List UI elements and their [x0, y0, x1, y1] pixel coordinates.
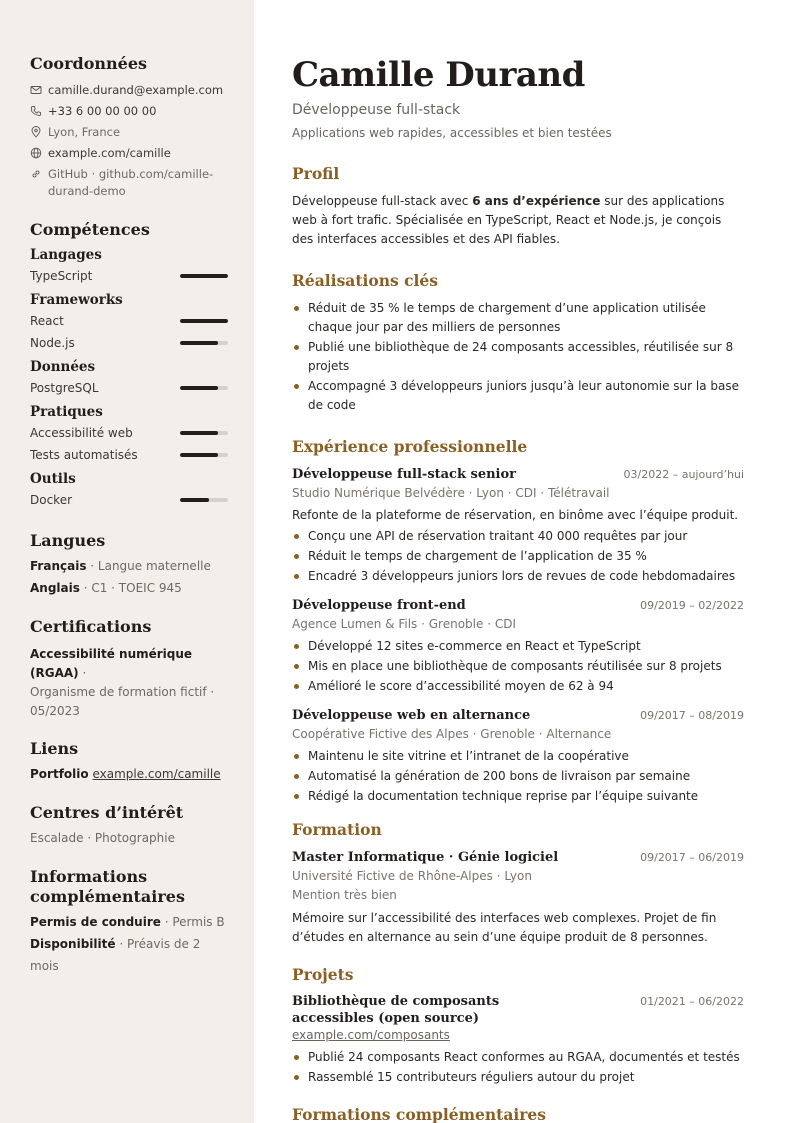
- skill-row: [30, 332, 228, 354]
- skill-level-fill: [180, 498, 209, 502]
- projects-heading: Projets: [292, 965, 354, 984]
- skill-level-bar: [180, 319, 228, 323]
- job-entry: [292, 465, 744, 586]
- additional-info-item: [30, 911, 228, 933]
- education-heading: Formation: [292, 820, 382, 839]
- person-name: Camille Durand: [292, 55, 585, 95]
- skill-category: Frameworks: [30, 292, 123, 308]
- globe-icon: [30, 147, 42, 159]
- contact-section: [30, 54, 228, 200]
- list-item: Accompagné 3 développeurs juniors jusqu’à leur autonomie sur la base de code: [292, 377, 744, 415]
- list-item: Publié 24 composants React conformes au RGAA, documentés et testés: [292, 1048, 744, 1067]
- job-org: Studio Numérique Belvédère · Lyon · CDI · Télétravail: [292, 486, 610, 500]
- location-row: [30, 124, 228, 141]
- language-name: Anglais: [30, 581, 80, 595]
- portfolio-link[interactable]: example.com/camille: [92, 767, 221, 781]
- location-text: Lyon, France: [48, 125, 121, 139]
- job-entry: [292, 706, 744, 806]
- skill-category: Outils: [30, 471, 76, 487]
- job-entry: [292, 596, 744, 696]
- profile-section: [292, 164, 744, 249]
- skills-heading: Compétences: [30, 220, 150, 239]
- skill-level-bar: [180, 386, 228, 390]
- experience-section: [292, 437, 744, 806]
- skill-label: Accessibilité web: [30, 426, 133, 440]
- links-heading: Liens: [30, 739, 79, 758]
- achievements-section: [292, 271, 744, 415]
- additional-info-item: [30, 933, 228, 977]
- job-bullets: [292, 747, 744, 806]
- certification-org: Organisme de formation fictif ·: [30, 685, 215, 699]
- project-bullets: [292, 1048, 744, 1087]
- resume-header: [292, 56, 744, 142]
- job-org: Agence Lumen & Fils · Grenoble · CDI: [292, 617, 516, 631]
- education-header: [292, 848, 744, 867]
- additional-info-value: · Permis B: [160, 915, 225, 929]
- profile-text-part: Développeuse full-stack avec: [292, 194, 473, 208]
- projects-section: [292, 965, 744, 1087]
- school-name: Université Fictive de Rhône-Alpes · Lyon: [292, 869, 532, 883]
- github-row[interactable]: [30, 166, 228, 200]
- skills-section: [30, 220, 228, 511]
- job-bullets: [292, 527, 744, 586]
- education-date: 09/2017 – 06/2019: [640, 851, 744, 864]
- skill-category: Données: [30, 359, 96, 375]
- skill-label: PostgreSQL: [30, 381, 99, 395]
- achievements-heading: Réalisations clés: [292, 271, 439, 290]
- job-date: 03/2022 – aujourd’hui: [623, 468, 744, 481]
- skills-list: [30, 246, 228, 511]
- portfolio-label: Portfolio: [30, 767, 89, 781]
- map-pin-icon: [30, 126, 42, 138]
- profile-text-part: sur des applications web à fort trafic. Spécialisée en TypeScript, React et Node.js, je conçois des interfaces accessibles et des API fiables.: [292, 194, 725, 246]
- list-item: Mis en place une bibliothèque de composants réutilisée sur 8 projets: [292, 657, 744, 676]
- additional-info-label: Permis de conduire: [30, 915, 161, 929]
- skill-label: React: [30, 314, 64, 328]
- achievements-list: [292, 299, 744, 415]
- experience-heading: Expérience professionnelle: [292, 437, 528, 456]
- skill-level-fill: [180, 274, 228, 278]
- main-content: [254, 0, 794, 1123]
- skill-row: [30, 444, 228, 466]
- skill-group: [30, 358, 228, 399]
- certifications-heading: Certifications: [30, 617, 152, 636]
- links-section: [30, 739, 228, 785]
- skill-level-fill: [180, 319, 228, 323]
- education-description: Mémoire sur l’accessibilité des interfaces web complexes. Projet de fin d’études en alternance au sein d’une équipe produit de 8 personnes.: [292, 911, 717, 944]
- email-row[interactable]: [30, 82, 228, 99]
- skill-level-bar: [180, 341, 228, 345]
- skill-level-bar: [180, 498, 228, 502]
- mail-icon: [30, 84, 42, 96]
- language-detail: · C1 · TOEIC 945: [79, 581, 182, 595]
- education-honors: Mention très bien: [292, 888, 397, 902]
- additional-info-section: [30, 867, 228, 977]
- project-link[interactable]: example.com/composants: [292, 1028, 450, 1042]
- project-header: [292, 993, 744, 1027]
- list-item: Conçu une API de réservation traitant 40 000 requêtes par jour: [292, 527, 744, 546]
- certification-sep: ·: [78, 666, 87, 680]
- language-item: [30, 577, 228, 599]
- skill-level-fill: [180, 431, 218, 435]
- list-item: Réduit de 35 % le temps de chargement d’une application utilisée chaque jour par des milliers de personnes: [292, 299, 744, 337]
- certifications-section: [30, 617, 228, 721]
- language-name: Français: [30, 559, 87, 573]
- additional-info-heading-line-1: Informations: [30, 867, 148, 886]
- profile-text-bold: 6 ans d’expérience: [472, 194, 601, 208]
- contact-heading: Coordonnées: [30, 54, 147, 73]
- project-title-line-2: accessibles (open source): [292, 1011, 480, 1026]
- languages-section: [30, 531, 228, 599]
- education-section: [292, 820, 744, 947]
- skill-label: Tests automatisés: [30, 448, 138, 462]
- job-header: [292, 596, 744, 615]
- portfolio-link-row: [30, 763, 228, 785]
- skill-level-fill: [180, 453, 218, 457]
- list-item: Rédigé la documentation technique reprise par l’équipe suivante: [292, 787, 744, 806]
- list-item: Réduit le temps de chargement de l’application de 35 %: [292, 547, 744, 566]
- skill-group: [30, 246, 228, 287]
- skill-label: Docker: [30, 493, 73, 507]
- skill-row: [30, 265, 228, 287]
- job-description: Refonte de la plateforme de réservation, en binôme avec l’équipe produit.: [292, 508, 739, 522]
- skill-category: Langages: [30, 247, 102, 263]
- job-role: Développeuse full-stack: [292, 102, 461, 118]
- list-item: Maintenu le site vitrine et l’intranet de la coopérative: [292, 747, 744, 766]
- phone-icon: [30, 105, 42, 117]
- link-icon: [30, 168, 42, 180]
- skill-level-fill: [180, 341, 218, 345]
- job-org: Coopérative Fictive des Alpes · Grenoble · Alternance: [292, 727, 612, 741]
- profile-heading: Profil: [292, 164, 340, 183]
- skill-level-bar: [180, 274, 228, 278]
- github-text-line-1: GitHub · github.com/camille-: [48, 167, 214, 181]
- skill-level-bar: [180, 453, 228, 457]
- language-detail: · Langue maternelle: [86, 559, 211, 573]
- certification-title: Accessibilité numérique (RGAA): [30, 647, 193, 680]
- job-header: [292, 706, 744, 725]
- skill-group: [30, 470, 228, 511]
- language-item: [30, 555, 228, 577]
- skill-label: TypeScript: [30, 269, 93, 283]
- project-title: [292, 993, 499, 1027]
- github-text: [48, 166, 213, 200]
- skill-row: [30, 377, 228, 399]
- phone-row[interactable]: [30, 103, 228, 120]
- job-date: 09/2017 – 08/2019: [640, 709, 744, 722]
- list-item: Automatisé la génération de 200 bons de livraison par semaine: [292, 767, 744, 786]
- skill-level-bar: [180, 431, 228, 435]
- extra-training-section: [292, 1105, 744, 1123]
- skill-level-fill: [180, 386, 218, 390]
- phone-text: +33 6 00 00 00 00: [48, 104, 157, 118]
- skill-row: [30, 422, 228, 444]
- project-date: 01/2021 – 06/2022: [640, 995, 744, 1008]
- certification-date: 05/2023: [30, 704, 80, 718]
- list-item: Développé 12 sites e-commerce en React et TypeScript: [292, 637, 744, 656]
- project-title-line-1: Bibliothèque de composants: [292, 994, 500, 1009]
- skill-group: [30, 291, 228, 354]
- job-date: 09/2019 – 02/2022: [640, 599, 744, 612]
- additional-info-label: Disponibilité: [30, 937, 116, 951]
- certification-item: [30, 645, 228, 721]
- skill-label: Node.js: [30, 336, 75, 350]
- job-title: Développeuse front-end: [292, 598, 466, 613]
- degree-title: Master Informatique · Génie logiciel: [292, 850, 559, 865]
- additional-info-value: · Préavis de 2 mois: [30, 937, 201, 973]
- list-item: Amélioré le score d’accessibilité moyen de 62 à 94: [292, 677, 744, 696]
- list-item: Publié une bibliothèque de 24 composants accessibles, réutilisée sur 8 projets: [292, 338, 744, 376]
- interests-text: Escalade · Photographie: [30, 831, 175, 845]
- skill-category: Pratiques: [30, 404, 103, 420]
- job-bullets: [292, 637, 744, 696]
- website-text: example.com/camille: [48, 146, 171, 160]
- list-item: Encadré 3 développeurs juniors lors de revues de code hebdomadaires: [292, 567, 744, 586]
- job-title: Développeuse full-stack senior: [292, 467, 517, 482]
- profile-text: [292, 192, 744, 249]
- email-text: camille.durand@example.com: [48, 83, 224, 97]
- skill-row: [30, 310, 228, 332]
- sidebar: [0, 0, 254, 1123]
- skill-group: [30, 403, 228, 466]
- interests-section: [30, 803, 228, 849]
- interests-heading: Centres d’intérêt: [30, 803, 184, 822]
- additional-info-heading-line-2: complémentaires: [30, 887, 185, 906]
- job-header: [292, 465, 744, 484]
- languages-heading: Langues: [30, 531, 106, 550]
- skill-row: [30, 489, 228, 511]
- tagline: Applications web rapides, accessibles et bien testées: [292, 126, 612, 140]
- additional-info-heading: [30, 867, 228, 907]
- extra-training-heading: Formations complémentaires: [292, 1105, 547, 1123]
- list-item: Rassemblé 15 contributeurs réguliers autour du projet: [292, 1068, 744, 1087]
- job-title: Développeuse web en alternance: [292, 708, 531, 723]
- github-text-line-2: durand-demo: [48, 184, 126, 198]
- website-row[interactable]: [30, 145, 228, 162]
